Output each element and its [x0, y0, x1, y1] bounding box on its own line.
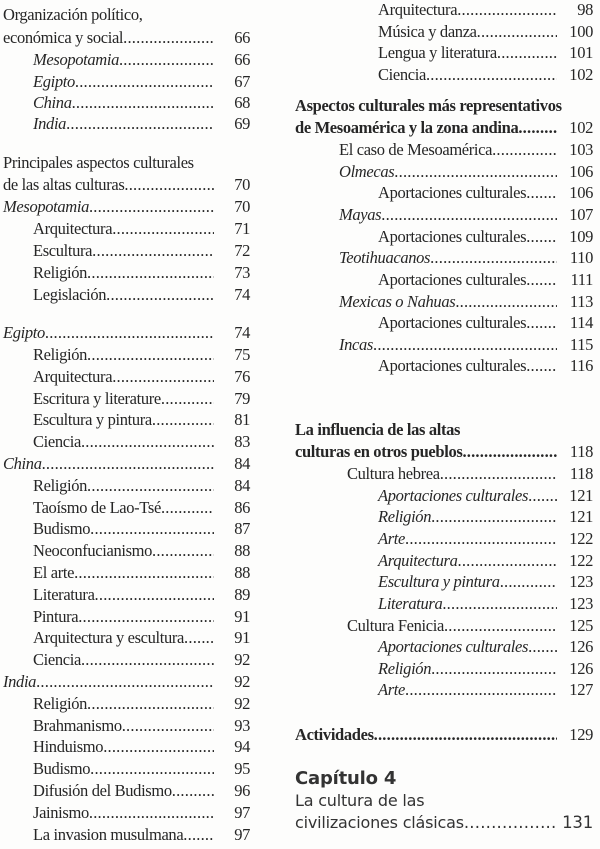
page-number: 74: [234, 285, 250, 304]
toc-entry: [33, 518, 250, 540]
page-number: 125: [569, 616, 593, 635]
dot-leader: [497, 43, 557, 63]
entry-title: Escultura y pintura: [378, 572, 500, 591]
entry-title: Jainismo: [33, 802, 89, 822]
entry-title: Aportaciones culturales: [378, 486, 529, 505]
page-number: 131: [562, 812, 593, 832]
dot-leader: [152, 410, 214, 430]
dot-leader: [526, 270, 557, 290]
entry-title: Arquitectura: [33, 219, 113, 238]
page-number: 114: [569, 313, 593, 332]
toc-entry: [378, 658, 593, 680]
entry-title: Religión: [33, 475, 88, 495]
page-number: 75: [234, 345, 250, 364]
page-number: 98: [577, 0, 593, 19]
page-number: 84: [234, 454, 250, 473]
toc-entry: [33, 758, 250, 780]
dot-leader: [492, 140, 557, 160]
toc-entry: [33, 824, 250, 846]
dot-leader: [526, 356, 557, 376]
page-number: 92: [234, 650, 250, 670]
dot-leader: [124, 175, 214, 195]
toc-entry: [295, 811, 593, 833]
toc-entry: [347, 463, 593, 485]
entry-title: Arte: [378, 680, 406, 699]
toc-entry: [339, 161, 593, 183]
toc-entry: [33, 262, 250, 284]
toc-entry: [3, 196, 250, 218]
toc-entry: [3, 152, 250, 174]
dot-leader: [81, 432, 214, 452]
dot-leader: [152, 541, 214, 561]
dot-leader: [122, 716, 214, 736]
page-number: 70: [234, 175, 250, 194]
dot-leader: [526, 313, 557, 333]
entry-title: Ciencia: [378, 65, 426, 84]
entry-title: Aportaciones culturales: [378, 183, 527, 202]
entry-title: Aportaciones culturales: [378, 227, 527, 246]
toc-entry: [33, 409, 250, 431]
dot-leader: [75, 72, 214, 92]
entry-title: Difusión del Budismo: [33, 781, 172, 800]
entry-title: Aportaciones culturales: [378, 637, 529, 656]
entry-title: Incas: [339, 335, 373, 354]
dot-leader: [526, 227, 557, 247]
entry-title: Neoconfucianismo: [33, 541, 153, 561]
dot-leader: [172, 781, 214, 801]
dot-leader: [106, 285, 214, 305]
entry-title: Arquitectura: [378, 551, 458, 570]
entry-title: Música y danza: [378, 22, 477, 41]
page-number: 86: [234, 497, 250, 517]
dot-leader: [95, 585, 214, 605]
page-number: 68: [234, 93, 250, 112]
toc-entry: [378, 312, 593, 334]
toc-entry: [295, 419, 593, 441]
dot-leader: [112, 219, 214, 239]
toc-entry: [33, 802, 250, 824]
page-number: 92: [234, 672, 250, 691]
toc-entry: [3, 4, 250, 26]
dot-leader: [42, 454, 214, 474]
dot-leader: [464, 813, 557, 832]
page-number: 110: [569, 248, 593, 267]
page-number: 72: [234, 241, 250, 260]
dot-leader: [394, 162, 557, 182]
toc-entry: [33, 627, 250, 649]
dot-leader: [431, 659, 557, 679]
toc-entry: [33, 715, 250, 737]
entry-title: Religión: [33, 345, 88, 364]
entry-title: La cultura de las: [295, 790, 425, 810]
entry-title: Brahmanismo: [33, 715, 122, 735]
page-number: 121: [569, 486, 593, 505]
toc-entry: [33, 240, 250, 262]
toc-entry: [3, 322, 250, 344]
dot-leader: [87, 345, 214, 365]
page-number: 88: [234, 563, 250, 582]
entry-title: Teotihuacanos: [339, 248, 431, 267]
entry-title: Religión: [33, 693, 88, 713]
entry-title: Mesopotamia: [33, 50, 119, 69]
page-number: 73: [234, 263, 250, 282]
page-number: 93: [234, 715, 250, 735]
entry-title: Religión: [33, 263, 88, 282]
page-number: 92: [234, 693, 250, 713]
entry-title: Lengua y literatura: [378, 43, 497, 62]
entry-title: Hinduismo: [33, 737, 104, 757]
dot-leader: [45, 323, 214, 343]
page-number: 103: [569, 140, 593, 159]
toc-entry: [378, 269, 593, 291]
entry-title: El arte: [33, 563, 75, 582]
page-number: 97: [234, 824, 250, 844]
entry-title: Budismo: [33, 759, 91, 779]
page-number: 118: [569, 442, 593, 461]
page-number: 116: [569, 356, 593, 375]
toc-entry: [378, 182, 593, 204]
entry-title: Taoísmo de Lao-Tsé: [33, 497, 161, 517]
toc-entry: [339, 204, 593, 226]
page-number: 123: [569, 594, 593, 613]
entry-title: Literatura: [378, 594, 443, 613]
page-number: 107: [569, 205, 593, 224]
entry-title: de las altas culturas: [3, 175, 125, 194]
entry-title: Aportaciones culturales: [378, 313, 527, 332]
dot-leader: [405, 680, 557, 700]
entry-title: culturas en otros pueblos: [295, 442, 463, 461]
dot-leader: [440, 464, 557, 484]
toc-entry: [378, 64, 593, 86]
entry-title: Capítulo 4: [295, 767, 397, 789]
entry-title: Pintura: [33, 606, 79, 626]
entry-title: Religión: [378, 507, 432, 526]
page-number: 97: [234, 802, 250, 822]
toc-entry: [33, 584, 250, 606]
dot-leader: [81, 650, 214, 670]
toc-entry: [378, 636, 593, 658]
entry-title: Mesopotamia: [3, 197, 89, 216]
toc-entry: [295, 441, 593, 463]
dot-leader: [500, 572, 557, 592]
page-number: 123: [569, 572, 593, 591]
dot-leader: [36, 672, 214, 692]
dot-leader: [184, 628, 214, 648]
toc-entry: [378, 506, 593, 528]
toc-entry: [33, 475, 250, 497]
dot-leader: [518, 118, 557, 138]
toc-entry: [339, 291, 593, 313]
page-number: 87: [234, 519, 250, 539]
page-number: 100: [569, 22, 593, 41]
toc-entry: [33, 49, 250, 71]
toc-entry: [378, 550, 593, 572]
entry-title: La invasion musulmana: [33, 824, 184, 844]
toc-entry: [33, 497, 250, 519]
toc-entry: [3, 671, 250, 693]
dot-leader: [87, 476, 214, 496]
entry-title: Escultura: [33, 241, 93, 260]
dot-leader: [528, 486, 557, 506]
entry-title: Cultura hebrea: [347, 464, 440, 483]
entry-title: económica y social: [3, 28, 124, 47]
toc-entry: [33, 540, 250, 562]
dot-leader: [381, 205, 557, 225]
entry-title: Ciencia: [33, 432, 81, 452]
page-number: 66: [234, 50, 250, 69]
toc-entry: [33, 92, 250, 114]
entry-title: Religión: [378, 659, 432, 678]
toc-entry: [33, 736, 250, 758]
page-number: 91: [234, 606, 250, 626]
toc-entry: [33, 780, 250, 802]
entry-title: Escritura y literature: [33, 388, 161, 408]
dot-leader: [477, 22, 557, 42]
page-number: 102: [569, 118, 593, 137]
page-number: 76: [234, 366, 250, 386]
entry-title: Aspectos culturales más representativos: [295, 96, 562, 115]
entry-title: Actividades: [295, 725, 374, 744]
toc-entry: [339, 247, 593, 269]
page-number: 81: [234, 410, 250, 430]
page-number: 70: [234, 197, 250, 216]
dot-leader: [89, 197, 214, 217]
toc-entry: [33, 388, 250, 410]
toc-entry: [378, 42, 593, 64]
page-number: 122: [569, 551, 593, 570]
entry-title: El caso de Mesoamérica: [339, 140, 493, 159]
dot-leader: [462, 442, 557, 462]
toc-entry: [33, 562, 250, 584]
toc-entry: [378, 528, 593, 550]
dot-leader: [90, 519, 214, 539]
toc-entry: [33, 606, 250, 628]
dot-leader: [374, 725, 557, 745]
dot-leader: [72, 93, 214, 113]
entry-title: Arquitectura y escultura: [33, 628, 185, 648]
entry-title: Ciencia: [33, 650, 81, 670]
dot-leader: [112, 367, 214, 387]
entry-title: Organización político,: [3, 5, 143, 24]
toc-entry: [378, 485, 593, 507]
page-number: 122: [569, 529, 593, 548]
page-number: 102: [569, 65, 593, 84]
dot-leader: [526, 183, 557, 203]
page-number: 84: [234, 475, 250, 495]
dot-leader: [78, 607, 214, 627]
dot-leader: [431, 507, 557, 527]
dot-leader: [103, 737, 214, 757]
dot-leader: [87, 263, 214, 283]
dot-leader: [123, 28, 214, 48]
toc-entry: [33, 366, 250, 388]
entry-title: de Mesoamérica y la zona andina: [295, 118, 519, 137]
entry-title: Principales aspectos culturales: [3, 153, 194, 172]
entry-title: Egipto: [33, 72, 75, 91]
toc-entry: [378, 0, 593, 21]
page-number: 106: [569, 183, 593, 202]
entry-title: Cultura Fenicia: [347, 616, 444, 635]
page-number: 129: [569, 725, 593, 744]
page-number: 127: [569, 680, 593, 699]
toc-entry: [33, 218, 250, 240]
entry-title: India: [33, 114, 67, 133]
dot-leader: [458, 551, 557, 571]
entry-title: civilizaciones clásicas: [295, 812, 464, 832]
chapter-heading: [295, 767, 593, 789]
entry-title: Arquitectura: [33, 366, 113, 386]
page-number: 111: [570, 270, 593, 289]
toc-entry: [339, 334, 593, 356]
toc-entry: [295, 95, 593, 117]
page-number: 91: [234, 628, 250, 648]
toc-entry: [295, 789, 593, 811]
page-number: 126: [569, 637, 593, 656]
dot-leader: [161, 498, 214, 518]
page-number: 126: [569, 659, 593, 678]
dot-leader: [66, 114, 214, 134]
page-number: 67: [234, 72, 250, 91]
entry-title: Escultura y pintura: [33, 410, 152, 430]
dot-leader: [442, 594, 557, 614]
dot-leader: [92, 241, 214, 261]
toc-entry: [33, 431, 250, 453]
entry-title: Mexicas o Nahuas: [339, 292, 456, 311]
page-number: 88: [234, 541, 250, 561]
page-number: 79: [234, 388, 250, 408]
toc-entry: [33, 284, 250, 306]
toc-entry: [378, 593, 593, 615]
toc-entry: [3, 174, 250, 196]
entry-title: Egipto: [3, 323, 45, 342]
page-number: 83: [234, 432, 250, 452]
toc-entry: [295, 724, 593, 746]
toc-entry: [33, 649, 250, 671]
toc-entry: [33, 693, 250, 715]
dot-leader: [457, 0, 557, 20]
toc-entry: [378, 226, 593, 248]
dot-leader: [87, 694, 214, 714]
dot-leader: [74, 563, 214, 583]
entry-title: Olmecas: [339, 162, 395, 181]
entry-title: China: [3, 454, 42, 473]
toc-entry: [378, 571, 593, 593]
entry-title: India: [3, 672, 37, 691]
page-number: 66: [234, 28, 250, 47]
page-number: 96: [234, 781, 250, 800]
entry-title: Legislación: [33, 285, 107, 304]
page-number: 71: [234, 219, 250, 238]
entry-title: La influencia de las altas: [295, 420, 461, 439]
dot-leader: [426, 65, 557, 85]
toc-entry: [3, 27, 250, 49]
toc-entry: [378, 679, 593, 701]
toc-entry: [378, 21, 593, 43]
entry-title: Literatura: [33, 584, 95, 604]
toc-entry: [295, 117, 593, 139]
page-number: 69: [234, 114, 250, 133]
dot-leader: [528, 637, 557, 657]
toc-entry: [347, 615, 593, 637]
dot-leader: [90, 759, 214, 779]
page-number: 89: [234, 584, 250, 604]
toc-entry: [33, 344, 250, 366]
entry-title: China: [33, 93, 72, 112]
entry-title: Arte: [378, 529, 406, 548]
dot-leader: [119, 50, 214, 70]
page-number: 95: [234, 759, 250, 779]
page-number: 118: [569, 464, 593, 483]
page-number: 74: [234, 323, 250, 342]
toc-entry: [33, 113, 250, 135]
dot-leader: [444, 616, 557, 636]
page-number: 101: [569, 43, 593, 62]
page-number: 115: [569, 335, 593, 354]
entry-title: Aportaciones culturales: [378, 270, 527, 289]
dot-leader: [183, 825, 214, 845]
toc-entry: [33, 71, 250, 93]
toc-entry: [378, 355, 593, 377]
dot-leader: [430, 248, 557, 268]
page-number: 94: [234, 737, 250, 757]
page-number: 106: [569, 162, 593, 181]
dot-leader: [405, 529, 557, 549]
entry-title: Budismo: [33, 519, 91, 539]
page-number: 113: [569, 292, 593, 311]
toc-entry: [3, 453, 250, 475]
entry-title: Arquitectura: [378, 0, 458, 19]
dot-leader: [373, 335, 557, 355]
entry-title: Mayas: [339, 205, 382, 224]
entry-title: Aportaciones culturales: [378, 356, 527, 375]
toc-entry: [339, 139, 593, 161]
page-number: 121: [569, 507, 593, 526]
dot-leader: [455, 292, 557, 312]
dot-leader: [89, 803, 214, 823]
page-number: 109: [569, 227, 593, 246]
dot-leader: [161, 389, 214, 409]
